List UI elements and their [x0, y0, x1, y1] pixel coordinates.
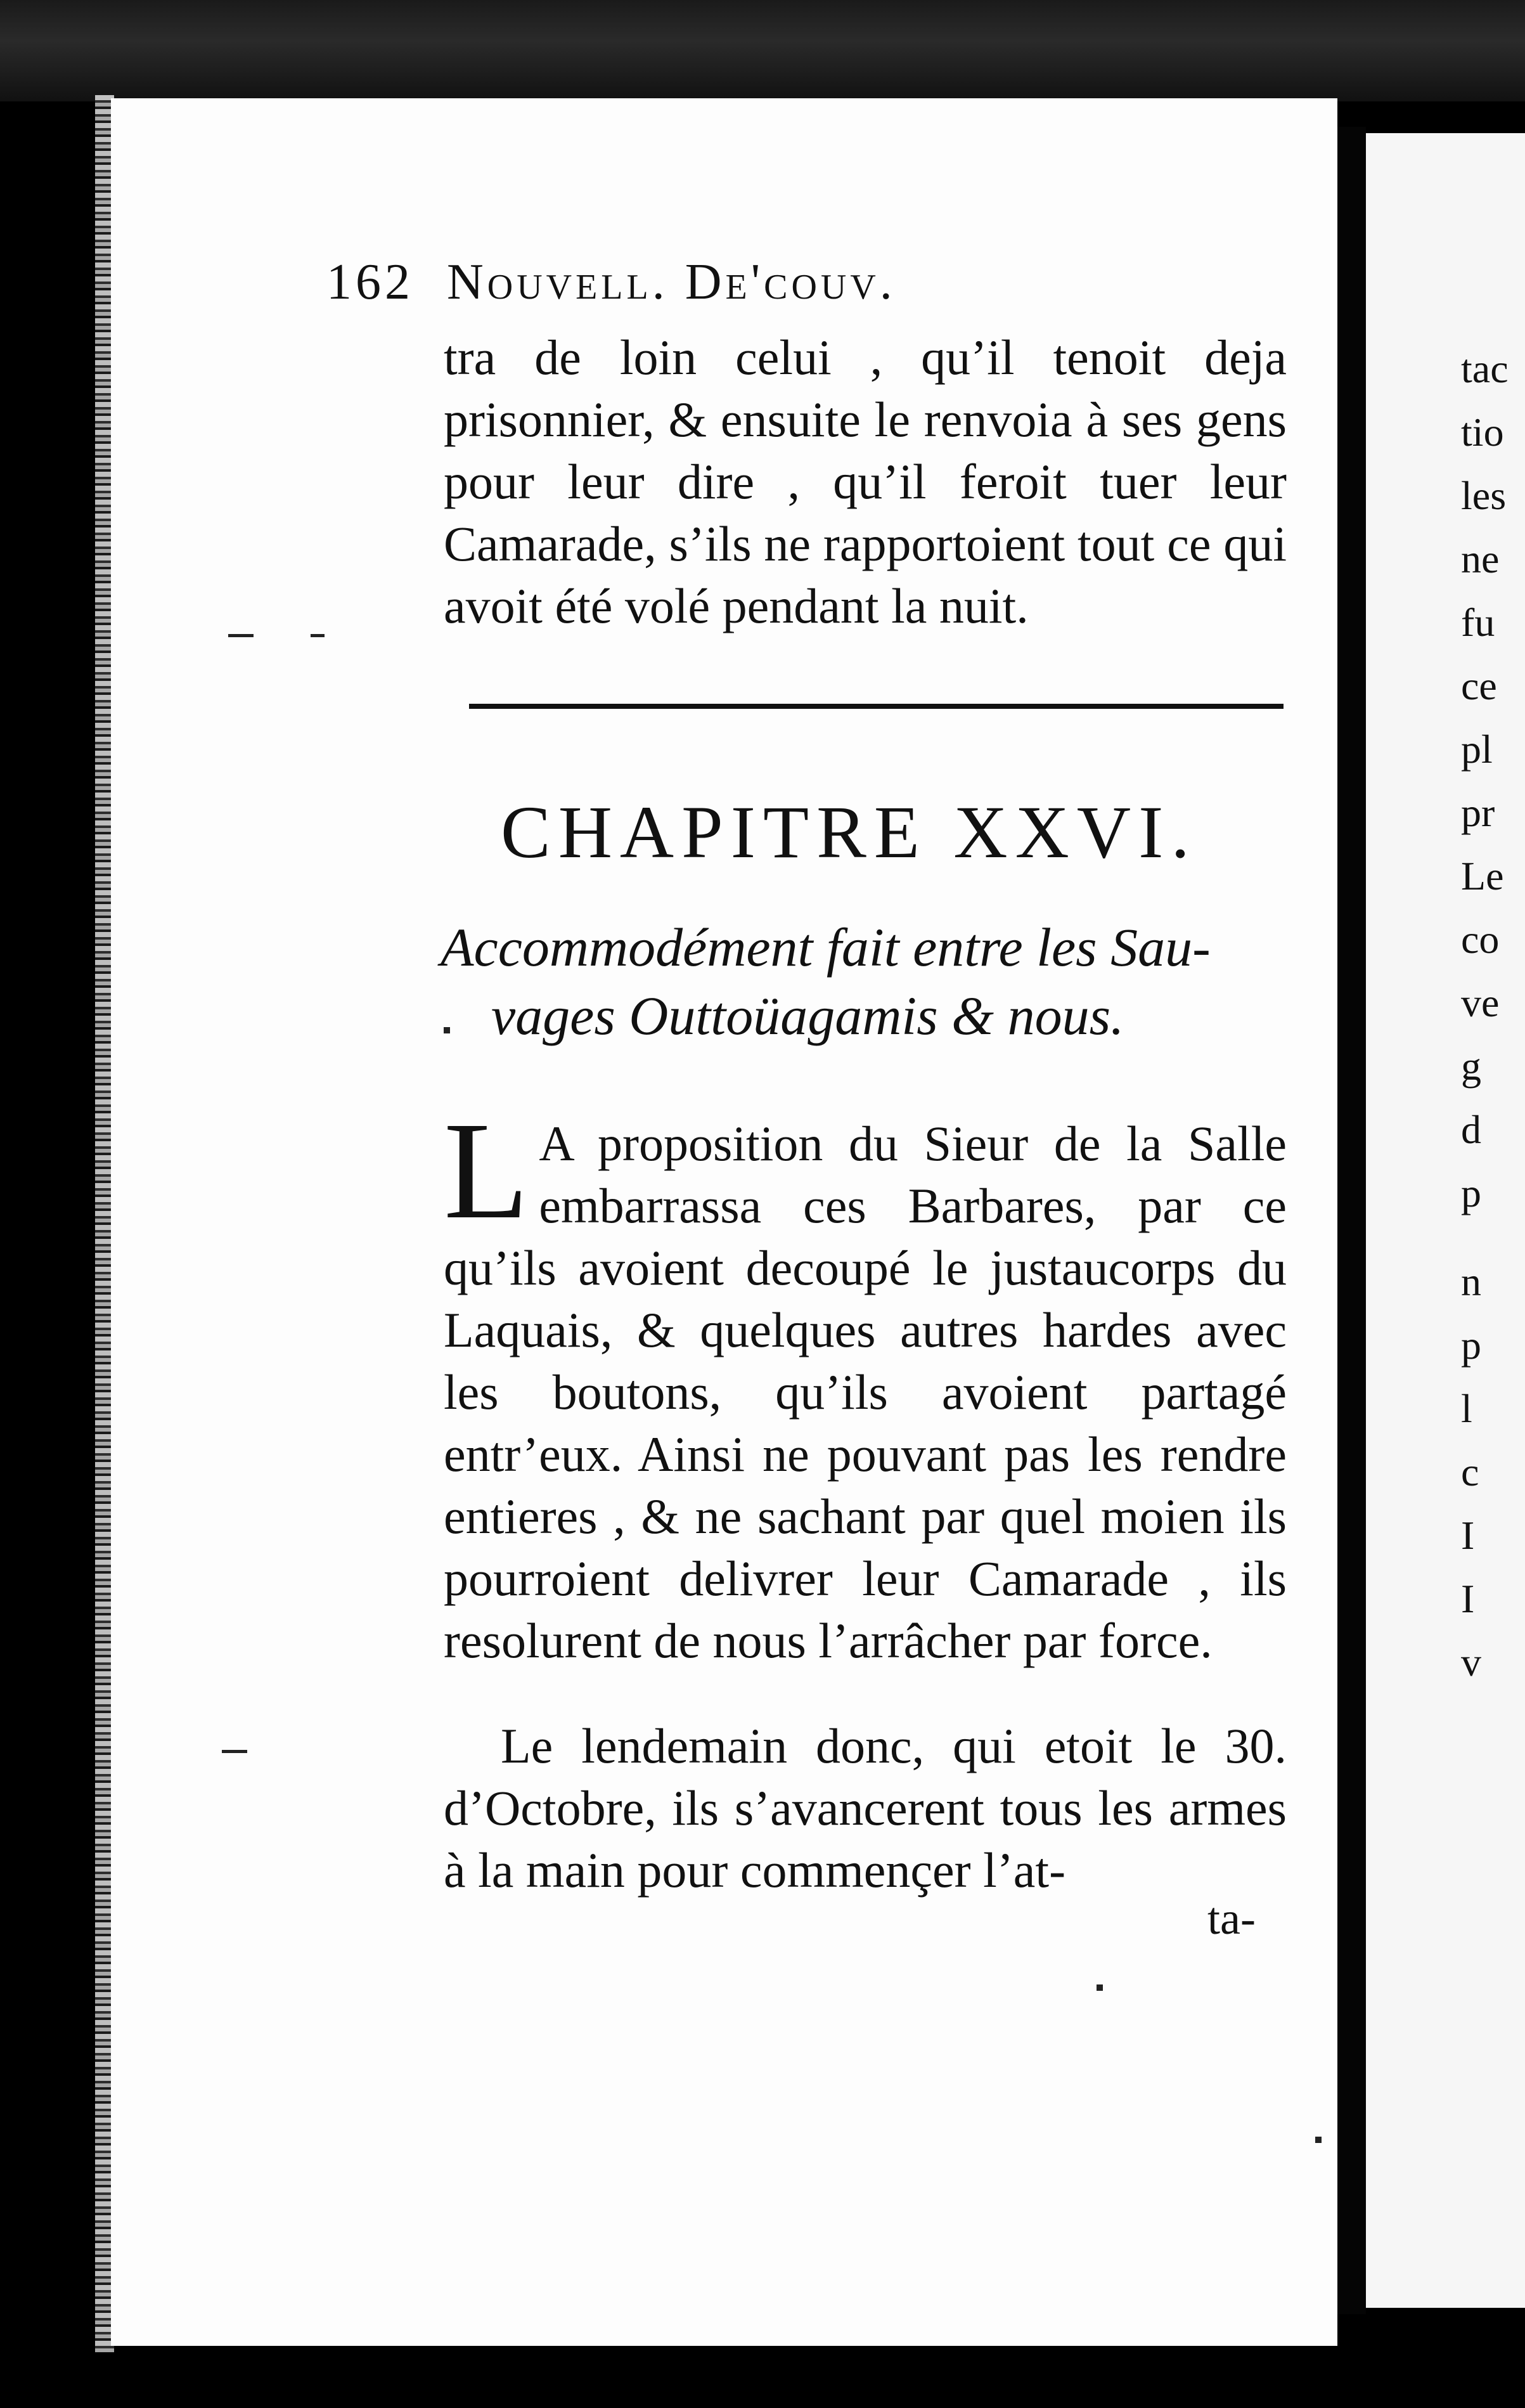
paragraph-1: [444, 1093, 1287, 1672]
facing-fragment: tio: [1461, 410, 1504, 455]
facing-fragment: n: [1461, 1259, 1481, 1304]
drop-cap: L: [444, 1093, 529, 1248]
facing-fragment: d: [1461, 1107, 1481, 1152]
facing-fragment: pr: [1461, 790, 1495, 835]
chapter-subtitle-line2: vages Outtoüagamis & nous.: [491, 985, 1124, 1046]
scan-speck: [311, 634, 325, 637]
chapter-subtitle: [441, 913, 1293, 1050]
catchword: ta-: [1207, 1893, 1256, 1944]
scan-border: [0, 0, 1525, 101]
paragraph-1-text: A proposition du Sieur de la Salle embarrassa ces Barbares, par ce qu’ils avoient decoupé le justaucorps du Laquais, & quelques autres hardes avec les boutons, qu’ils avoient partagé entr’eux. Ainsi ne pouvant pas les rendre entieres , & ne sachant par quel moien ils pourroient delivrer leur Camarade , ils resolurent de nous l’arrâcher par force.: [444, 1116, 1287, 1668]
facing-fragment: co: [1461, 917, 1500, 962]
book-gutter: [1337, 127, 1366, 2314]
facing-fragment: p: [1461, 1170, 1481, 1215]
facing-fragment: fu: [1461, 600, 1495, 645]
running-head: [326, 254, 1277, 311]
scan-speck: [222, 1750, 247, 1753]
scan-speck: [444, 1027, 450, 1033]
facing-fragment: p: [1461, 1323, 1481, 1368]
facing-fragment: Le: [1461, 853, 1504, 898]
running-title: Nouvell. De'couv.: [447, 254, 896, 310]
scan-speck: [228, 634, 254, 637]
facing-fragment: pl: [1461, 727, 1493, 772]
facing-fragment: ve: [1461, 980, 1500, 1025]
facing-fragment: les: [1461, 473, 1507, 518]
facing-fragment: tac: [1461, 346, 1509, 391]
chapter-subtitle-line1: Accommodément fait entre les Sau-: [441, 917, 1211, 978]
top-paragraph: tra de loin celui , qu’il tenoit deja prisonnier, & ensuite le renvoia à ses gens pour leur dire , qu’il feroit tuer leur Camarade, s’ils ne rapportoient tout ce qui avoit été volé pendant la nuit.: [444, 330, 1287, 633]
facing-fragment: ce: [1461, 663, 1497, 708]
facing-fragment: ne: [1461, 536, 1500, 581]
page-number: 162: [326, 254, 414, 310]
facing-fragment: c: [1461, 1449, 1479, 1494]
facing-fragment: l: [1461, 1386, 1472, 1431]
facing-page: [1366, 133, 1525, 2308]
scan-speck: [1315, 2137, 1322, 2143]
facing-fragment: g: [1461, 1044, 1481, 1089]
facing-fragment: I: [1461, 1576, 1475, 1621]
section-rule: [469, 704, 1284, 709]
scan-speck: [1097, 1984, 1103, 1991]
facing-fragment: I: [1461, 1513, 1475, 1558]
facing-fragment: v: [1461, 1640, 1481, 1685]
chapter-heading: CHAPITRE XXVI.: [501, 791, 1197, 874]
paragraph-2: Le lendemain donc, qui etoit le 30. d’Octobre, ils s’avancerent tous les armes à la main pour commençer l’at-: [444, 1718, 1287, 1898]
